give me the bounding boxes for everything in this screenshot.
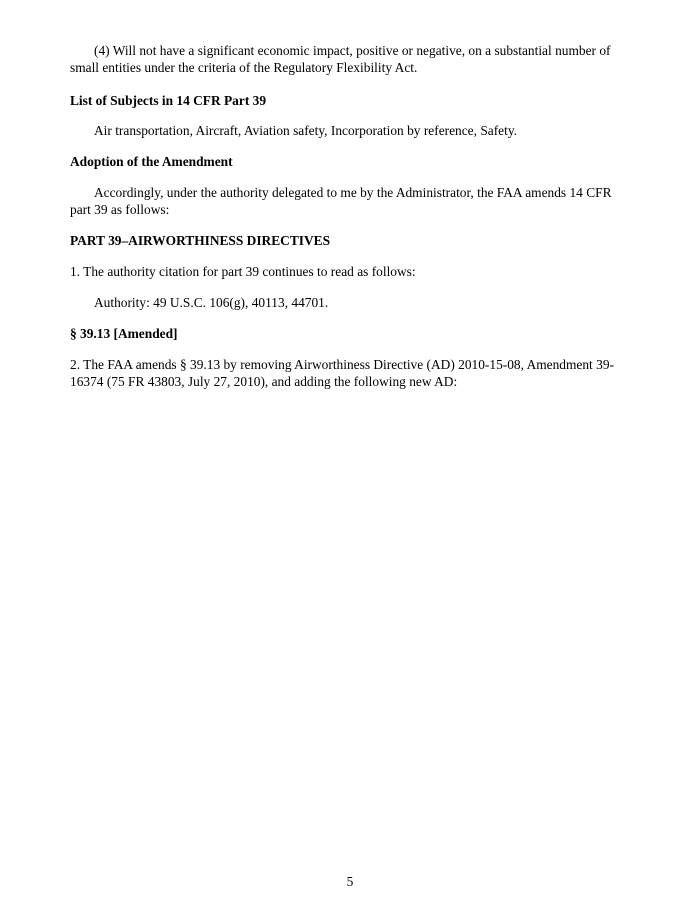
paragraph-economic-impact: (4) Will not have a significant economic impact, positive or negative, on a substantial number of small entities under the criteria of the Regulatory Flexibility Act. [70,43,611,75]
heading-list-of-subjects: List of Subjects in 14 CFR Part 39 [70,93,267,108]
paragraph-item-1: 1. The authority citation for part 39 continues to read as follows: [70,264,416,279]
paragraph-subjects: Air transportation, Aircraft, Aviation safety, Incorporation by reference, Safety. [94,123,518,138]
paragraph-item-2: 2. The FAA amends § 39.13 by removing Airworthiness Directive (AD) 2010-15-08, Amendment 39-16374 (75 FR 43803, July 27, 2010), and adding the following new AD: [70,357,614,389]
paragraph-authority: Authority: 49 U.S.C. 106(g), 40113, 44701. [94,295,329,310]
page-number: 5 [346,874,354,889]
heading-adoption-of-amendment: Adoption of the Amendment [70,154,233,169]
heading-section-39-13: § 39.13 [Amended] [70,326,178,341]
heading-part-39: PART 39–AIRWORTHINESS DIRECTIVES [70,233,331,248]
paragraph-adoption: Accordingly, under the authority delegated to me by the Administrator, the FAA amends 14 CFR part 39 as follows: [70,185,612,217]
